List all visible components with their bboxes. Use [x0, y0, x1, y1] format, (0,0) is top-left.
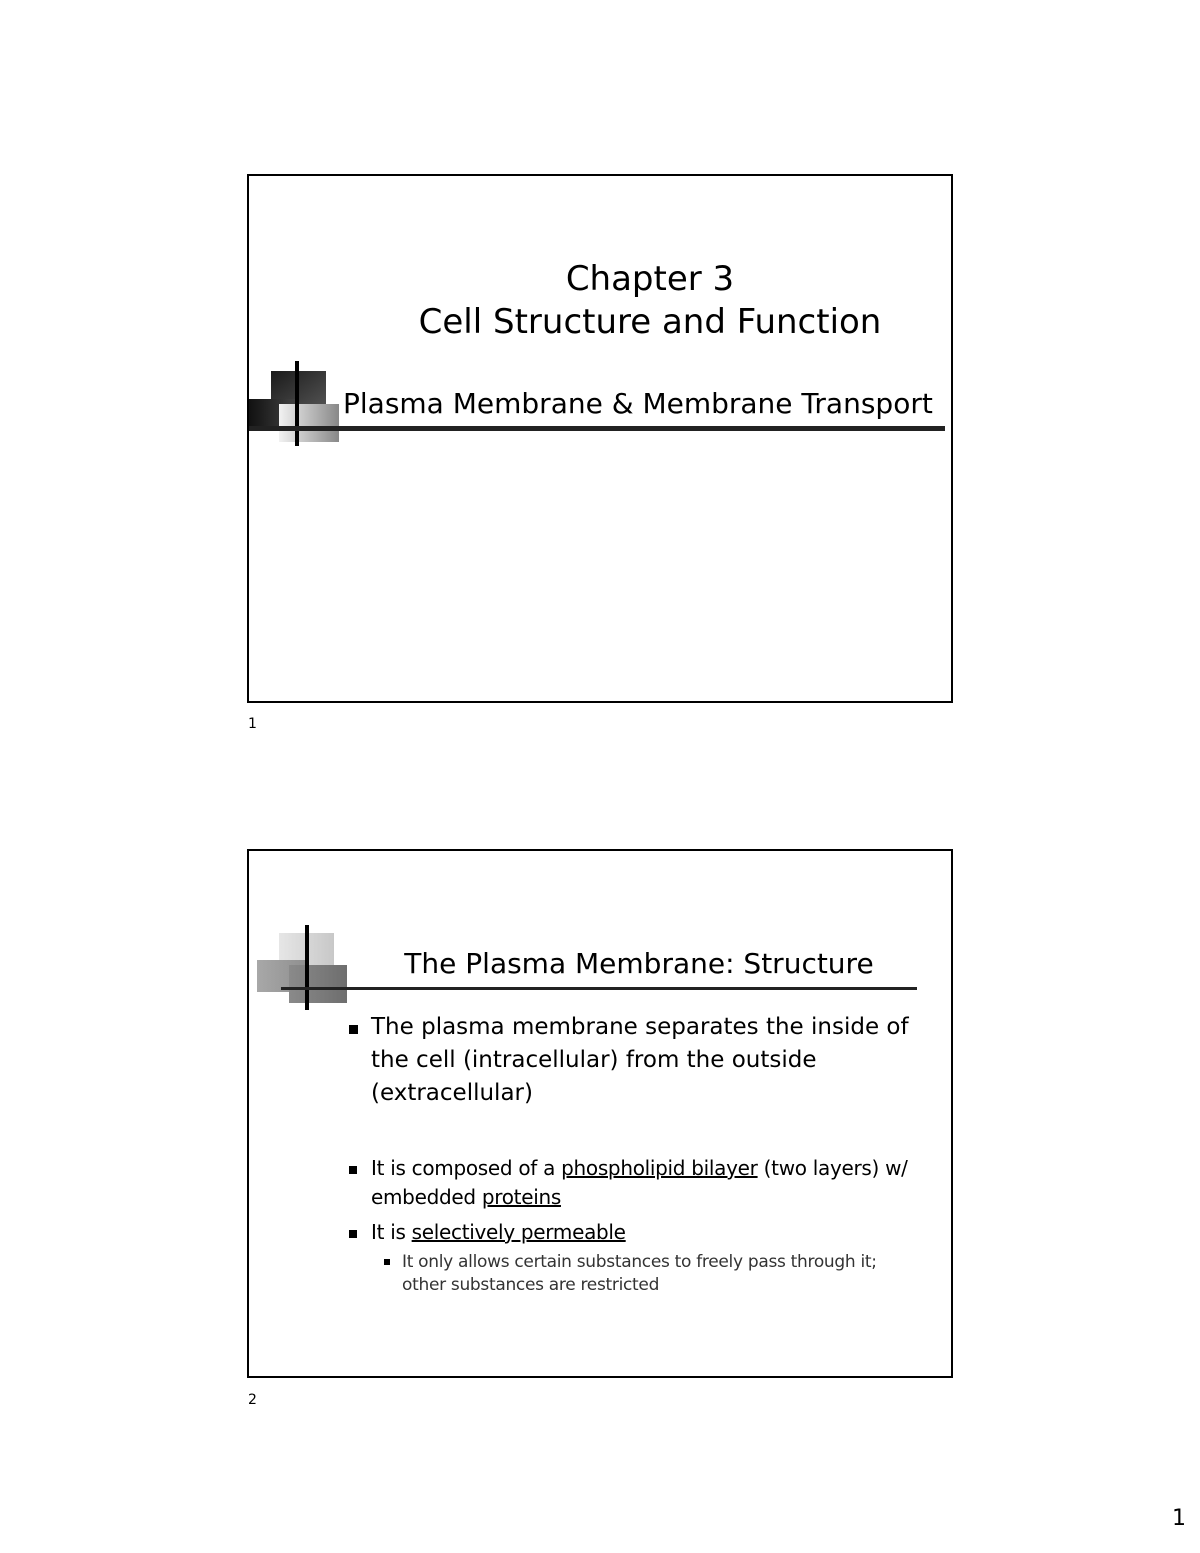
slide-2-divider: [281, 987, 917, 990]
slide-2-bullet-3: [371, 1218, 931, 1247]
slide-1: [247, 174, 953, 703]
slide-2-number: 2: [248, 1392, 257, 1408]
bullet-square-icon: [349, 1230, 357, 1238]
slide-2-bullet-2-term-proteins: proteins: [481, 1185, 561, 1209]
slide-2-bullet-2: [371, 1154, 931, 1212]
slide-1-title-line-2: Cell Structure and Function: [418, 302, 882, 342]
slide-2-sub-bullet-text: It only allows certain substances to freely pass through it; other substances are restricted: [402, 1252, 877, 1295]
slide-1-decorative-squares-logo: [249, 361, 344, 446]
sub-bullet-square-icon: [384, 1259, 390, 1265]
bullet-square-icon: [349, 1025, 358, 1034]
slide-2-bullet-2-term-phospholipid: phospholipid bilayer: [561, 1156, 758, 1180]
slide-2-bullet-3-prefix: It is: [371, 1220, 412, 1244]
slide-2-title: The Plasma Membrane: Structure: [404, 947, 874, 980]
slide-1-subtitle: Plasma Membrane & Membrane Transport: [343, 387, 933, 420]
page-number: 1: [1172, 1506, 1186, 1531]
slide-2-sub-bullet: [402, 1251, 922, 1297]
slide-1-divider: [249, 426, 945, 431]
slide-2-bullet-2-middle: (two layers) w/ embedded: [371, 1156, 908, 1209]
slide-2-bullet-3-term: selectively permeable: [411, 1220, 626, 1244]
slide-2-bullet-1: [371, 1011, 931, 1110]
slide-2-decorative-squares-logo: [257, 925, 352, 1010]
slide-1-title-line-1: Chapter 3: [565, 259, 735, 299]
slide-2: [247, 849, 953, 1378]
slide-1-number: 1: [248, 716, 257, 732]
bullet-square-icon: [349, 1166, 357, 1174]
slide-2-bullet-2-prefix: It is composed of a: [371, 1156, 562, 1180]
slide-2-bullet-1-text: The plasma membrane separates the inside of the cell (intracellular) from the outside (extracellular): [371, 1014, 909, 1106]
slide-1-title: [389, 258, 911, 344]
